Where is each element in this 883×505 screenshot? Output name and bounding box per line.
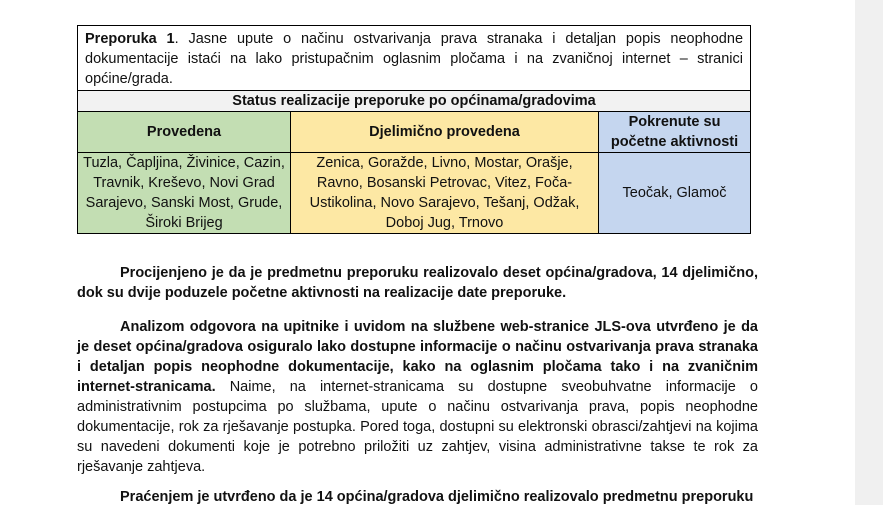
recommendation-cell	[78, 26, 751, 91]
paragraph-analysis-bold: Analizom odgovora na upitnike i uvidom na službene web-stranice JLS-ova utvrđeno je da je deset općina/gradova osiguralo lako dostupne informacije o načinu ostvarivanja prava stranaka i detaljan popis neophodne dokumentacije, kako na oglasnim pločama tako i na zvaničnim internet-stranicama.	[77, 319, 758, 395]
paragraph-analysis	[77, 317, 758, 477]
cities-initial-activities: Teočak, Glamoč	[599, 153, 751, 234]
paragraph-summary	[77, 263, 758, 303]
paragraph-summary-text: Procijenjeno je da je predmetnu preporuku realizovalo deset općina/gradova, 14 djelimično, dok su dvije poduzele početne aktivnosti na realizacije date preporuke.	[77, 265, 758, 301]
viewer-gutter	[855, 0, 883, 505]
paragraph-monitoring-text: Praćenjem je utvrđeno da je 14 općina/gradova djelimično realizovalo predmetnu preporuku	[120, 489, 754, 505]
recommendation-table	[77, 25, 751, 234]
header-initial-activities: Pokrenute su početne aktivnosti	[599, 112, 751, 153]
paragraph-analysis-rest: Naime, na internet-stranicama su dostupne sveobuhvatne informacije o administrativnim postupcima po službama, upute o načinu ostvarivanja prava, popis neophodne dokumentacije, rok za rješavanje postupka. Pored toga, dostupni su elektronski obrasci/zahtjevi na kojima su navedeni dokumenti koje je potrebno priložiti uz zahtjev, visina administrativne takse te rok za rješavanje zahtjeva.	[77, 379, 758, 475]
cities-implemented: Tuzla, Čapljina, Živinice, Cazin, Travnik, Kreševo, Novi Grad Sarajevo, Sanski Most, Grude, Široki Brijeg	[78, 153, 291, 234]
recommendation-text: . Jasne upute o načinu ostvarivanja prava stranaka i detaljan popis neophodne dokumentacije istaći na lako pristupačnim oglasnim pločama i na zvaničnoj internet – stranici općine/grada.	[85, 30, 744, 87]
header-implemented: Provedena	[78, 112, 291, 153]
paragraph-monitoring	[77, 487, 758, 505]
recommendation-label: Preporuka 1	[85, 30, 175, 47]
status-title: Status realizacije preporuke po općinama/gradovima	[78, 91, 751, 112]
cities-partially-implemented: Zenica, Goražde, Livno, Mostar, Orašje, Ravno, Bosanski Petrovac, Vitez, Foča-Ustikolina, Novo Sarajevo, Tešanj, Odžak, Doboj Jug, Trnovo	[291, 153, 599, 234]
header-partially-implemented: Djelimično provedena	[291, 112, 599, 153]
